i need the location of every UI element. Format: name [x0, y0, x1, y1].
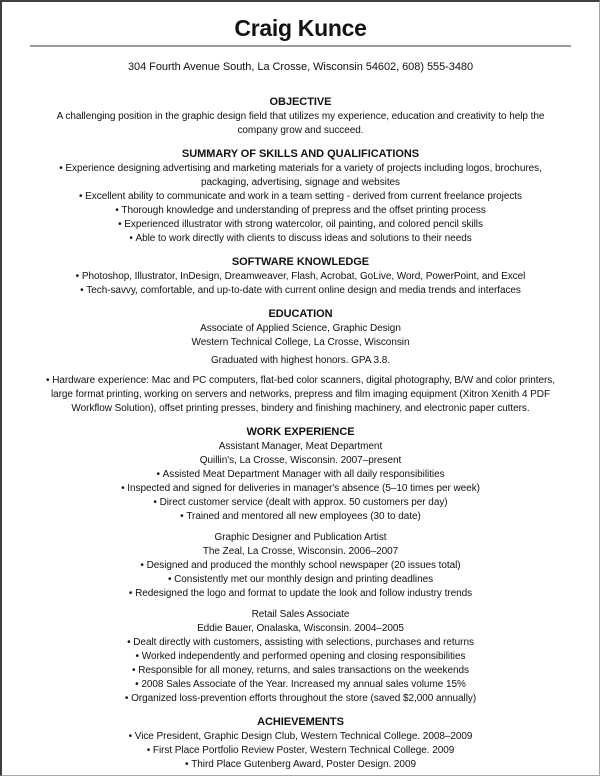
job-bullet: • Worked independently and performed opening and closing responsibilities [39, 650, 562, 664]
job-entry [39, 440, 562, 524]
job-bullet: • Trained and mentored all new employees (30 to date) [39, 510, 562, 524]
job-bullet: • Organized loss-prevention efforts throughout the store (saved $2,000 annually) [39, 692, 562, 706]
section-objective [39, 95, 562, 138]
job-title: Graphic Designer and Publication Artist [214, 532, 387, 543]
job-entry [39, 608, 562, 706]
objective-text: A challenging position in the graphic design field that utilizes my experience, education and creativity to help the company grow and succeed. [56, 111, 545, 136]
education-degree: Associate of Applied Science, Graphic Design [200, 323, 401, 334]
achievements-bullet-list [39, 730, 562, 772]
achievement-bullet: • Third Place Gutenberg Award, Poster Design. 2009 [39, 758, 562, 772]
job-bullet-list [39, 468, 562, 524]
job-employer: Quillin's, La Crosse, Wisconsin. 2007–present [199, 455, 402, 466]
education-school: Western Technical College, La Crosse, Wisconsin [191, 337, 410, 348]
section-work-experience [39, 425, 562, 706]
job-title: Assistant Manager, Meat Department [218, 441, 383, 452]
achievement-bullet: • Vice President, Graphic Design Club, Western Technical College. 2008–2009 [39, 730, 562, 744]
job-bullet: • Inspected and signed for deliveries in manager's absence (5–10 times per week) [39, 482, 562, 496]
education-bullet-list [39, 374, 562, 416]
section-education [39, 307, 562, 416]
job-bullet: • Responsible for all money, returns, and sales transactions on the weekends [39, 664, 562, 678]
summary-bullet: • Experience designing advertising and marketing materials for a variety of projects including logos, brochures, packaging, advertising, signage and websites [39, 162, 562, 190]
job-bullet: • Designed and produced the monthly school newspaper (20 issues total) [39, 559, 562, 573]
software-bullet: • Tech-savvy, comfortable, and up-to-date with current online design and media trends and interfaces [39, 284, 562, 298]
summary-bullet-list [39, 162, 562, 246]
education-bullet: • Hardware experience: Mac and PC computers, flat-bed color scanners, digital photography, B/W and color printers, large format printing, working on servers and networks, prepress and film imaging equipment (Xitron Xenith 4 PDF Workflow Solution), offset printing presses, bindery and finishing machinery, and electronic paper cutters. [39, 374, 562, 416]
header-divider [30, 45, 571, 47]
software-heading: SOFTWARE KNOWLEDGE [231, 256, 370, 268]
objective-heading: OBJECTIVE [269, 96, 332, 108]
achievement-bullet: • First Place Portfolio Review Poster, Western Technical College. 2009 [39, 744, 562, 758]
work-heading: WORK EXPERIENCE [246, 426, 355, 438]
software-bullet-list [39, 270, 562, 298]
job-employer: The Zeal, La Crosse, Wisconsin. 2006–2007 [202, 546, 399, 557]
summary-bullet: • Able to work directly with clients to discuss ideas and solutions to their needs [39, 232, 562, 246]
job-bullet: • Direct customer service (dealt with approx. 50 customers per day) [39, 496, 562, 510]
education-honors: Graduated with highest honors. GPA 3.8. [210, 355, 391, 366]
section-software [39, 255, 562, 298]
job-bullet-list [39, 636, 562, 706]
resume-name: Craig Kunce [234, 15, 367, 41]
job-title: Retail Sales Associate [251, 609, 350, 620]
education-heading: EDUCATION [268, 308, 333, 320]
achievements-heading: ACHIEVEMENTS [257, 716, 344, 728]
summary-bullet: • Excellent ability to communicate and work in a team setting - derived from current freelance projects [39, 190, 562, 204]
job-bullet: • Consistently met our monthly design and printing deadlines [39, 573, 562, 587]
software-bullet: • Photoshop, Illustrator, InDesign, Dreamweaver, Flash, Acrobat, GoLive, Word, PowerPoint, and Excel [39, 270, 562, 284]
section-achievements [39, 715, 562, 772]
job-bullet-list [39, 559, 562, 601]
job-bullet: • Dealt directly with customers, assisting with selections, purchases and returns [39, 636, 562, 650]
job-bullet: • Redesigned the logo and format to update the look and follow industry trends [39, 587, 562, 601]
job-employer: Eddie Bauer, Onalaska, Wisconsin. 2004–2005 [197, 623, 404, 634]
contact-address-line: 304 Fourth Avenue South, La Crosse, Wisconsin 54602, 608) 555-3480 [127, 61, 474, 73]
summary-heading: SUMMARY OF SKILLS AND QUALIFICATIONS [181, 148, 420, 160]
job-bullet: • 2008 Sales Associate of the Year. Increased my annual sales volume 15% [39, 678, 562, 692]
summary-bullet: • Thorough knowledge and understanding of prepress and the offset printing process [39, 204, 562, 218]
summary-bullet: • Experienced illustrator with strong watercolor, oil painting, and colored pencil skills [39, 218, 562, 232]
job-entry [39, 531, 562, 601]
section-summary [39, 147, 562, 246]
job-bullet: • Assisted Meat Department Manager with all daily responsibilities [39, 468, 562, 482]
